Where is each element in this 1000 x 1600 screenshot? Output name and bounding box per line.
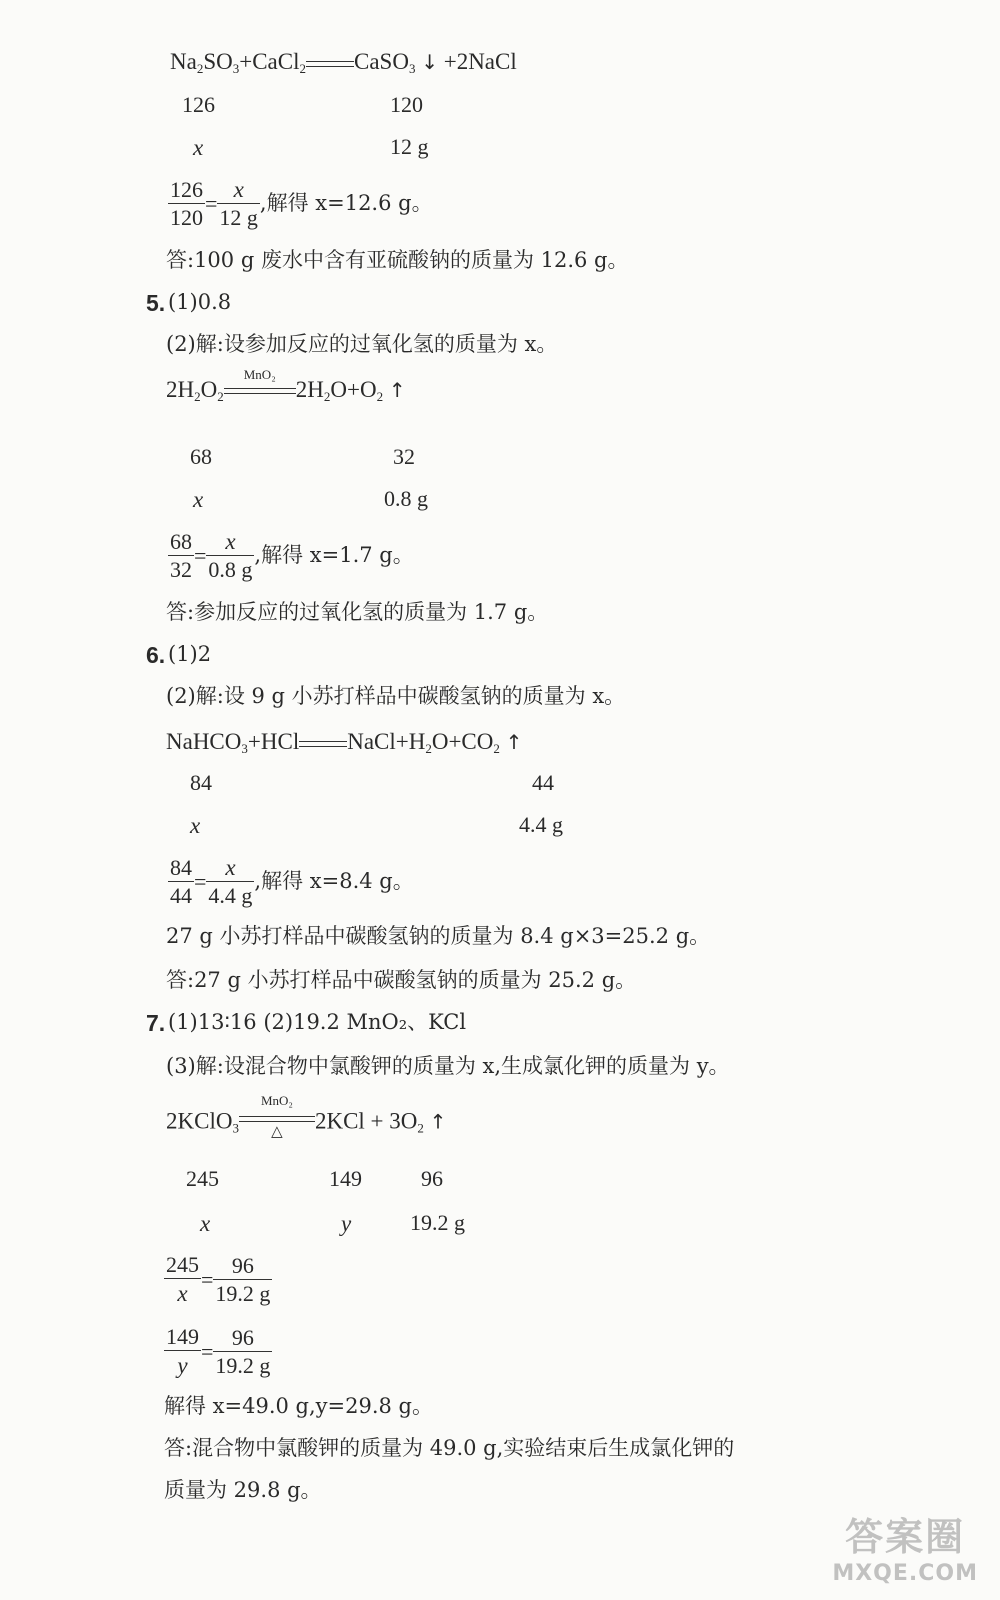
variable-x: x <box>190 813 201 838</box>
variable-x: x <box>193 487 204 512</box>
equation-h2o2: $2H_2O_2$ MnO₂ $2H_2O+O_2$ ↑ <box>166 366 406 404</box>
answer-7-line2: 质量为 29.8 g。 <box>164 1478 322 1502</box>
answer-7-line1: 答:混合物中氯酸钾的质量为 49.0 g,实验结束后生成氯化钾的 <box>164 1436 735 1460</box>
ratio-line: $\frac{84}{44}$ = $\frac{x}{4.4 g}$ ,解得 x=8.4 g。 <box>170 854 414 908</box>
known-mass: 19.2 g <box>410 1210 465 1235</box>
equation-nahco3: NaHCO$_3$+HCl $NaCl+H_2O+CO_2$ ↑ <box>166 729 523 756</box>
q7-parts-1-2: (1)13∶16 (2)19.2 MnO₂、KCl <box>168 1010 467 1034</box>
answer-4: 答:100 g 废水中含有亚硫酸钠的质量为 12.6 g。 <box>166 248 629 272</box>
equation-kclo3: 2KClO$_3$ MnO₂ △ $2KCl + 3O_2$ ↑ <box>166 1093 447 1140</box>
q6-part2: (2)解:设 9 g 小苏打样品中碳酸氢钠的质量为 x。 <box>166 684 626 708</box>
q7-part3: (3)解:设混合物中氯酸钾的质量为 x,生成氯化钾的质量为 y。 <box>166 1054 730 1078</box>
answer-5: 答:参加反应的过氧化氢的质量为 1.7 g。 <box>166 600 549 624</box>
ratio-line-1: $\frac{245}{x}$ = $\frac{96}{19.2 g}$ <box>166 1252 271 1306</box>
molar-mass-1: 68 <box>190 444 212 469</box>
molar-mass-2: 120 <box>390 92 423 117</box>
answer-6: 答:27 g 小苏打样品中碳酸氢钠的质量为 25.2 g。 <box>166 968 637 992</box>
molar-mass-2: 149 <box>329 1166 362 1191</box>
ratio-line: $\frac{126}{120}$ = $\frac{x}{12 g}$ ,解得 x=12.6 g。 <box>170 176 433 230</box>
q6-calc-line: 27 g 小苏打样品中碳酸氢钠的质量为 8.4 g×3=25.2 g。 <box>166 924 711 948</box>
known-mass: 12 g <box>390 134 429 159</box>
watermark-logo <box>832 1506 978 1586</box>
q7-solve: 解得 x=49.0 g,y=29.8 g。 <box>164 1394 434 1418</box>
watermark-url: MXQE.COM <box>832 1561 978 1586</box>
question-number-5: 5. <box>146 290 166 316</box>
question-number-7: 7. <box>146 1010 166 1036</box>
molar-mass-3: 96 <box>421 1166 443 1191</box>
molar-mass-2: 32 <box>393 444 415 469</box>
q6-part1: (1)2 <box>168 642 212 666</box>
molar-mass-1: 84 <box>190 770 212 795</box>
question-number-6: 6. <box>146 642 166 668</box>
ratio-line: $\frac{68}{32}$ = $\frac{x}{0.8 g}$ ,解得 x=1.7 g。 <box>170 528 414 582</box>
molar-mass-2: 44 <box>532 770 554 795</box>
known-mass: 0.8 g <box>384 486 428 511</box>
ratio-line-2: $\frac{149}{y}$ = $\frac{96}{19.2 g}$ <box>166 1324 271 1378</box>
watermark-text: 答案圈 <box>845 1515 966 1559</box>
q5-part1: (1)0.8 <box>168 290 232 314</box>
variable-x: x <box>200 1211 211 1236</box>
variable-y: y <box>341 1211 352 1236</box>
variable-x: x <box>193 135 204 160</box>
known-mass: 4.4 g <box>519 812 563 837</box>
molar-mass-1: 126 <box>182 92 215 117</box>
q5-part2: (2)解:设参加反应的过氧化氢的质量为 x。 <box>166 332 558 356</box>
molar-mass-1: 245 <box>186 1166 219 1191</box>
equation-na2so3: $Na_2SO_3+CaCl_2$ CaSO$_3$ ↓ +2NaCl <box>170 49 517 76</box>
